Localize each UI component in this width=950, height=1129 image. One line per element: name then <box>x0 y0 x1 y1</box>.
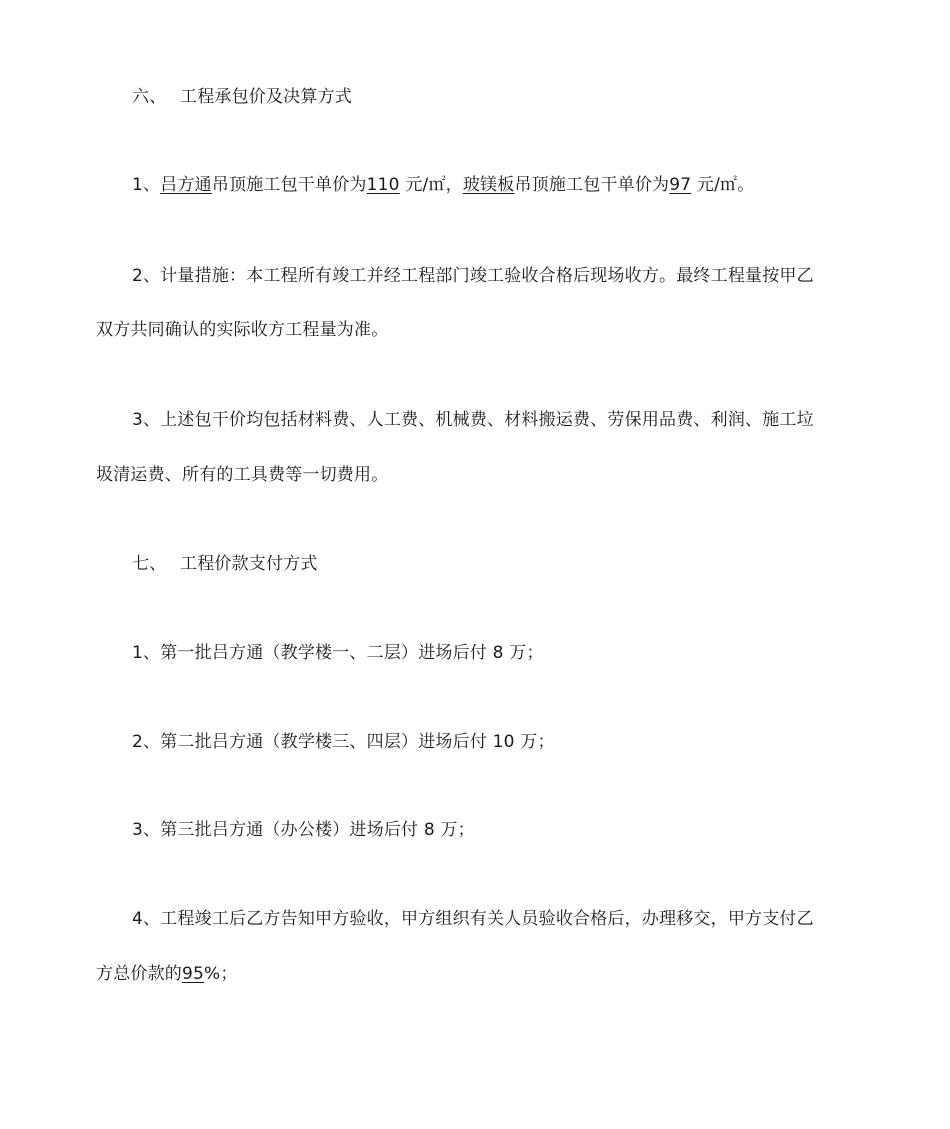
percent-value: 95 <box>182 964 205 984</box>
price-value-1: 110 <box>366 175 400 195</box>
section-7-item-3: 3、第三批吕方通（办公楼）进场后付 8 万； <box>132 820 475 840</box>
price-unit-1: 元/㎡， <box>405 175 463 195</box>
section-6-item-1 <box>132 173 754 197</box>
item-text: 方总价款的 <box>96 964 182 984</box>
price-unit-2: 元/㎡。 <box>696 175 755 195</box>
section-7-item-4-line-2 <box>96 962 238 986</box>
item-text: %； <box>204 964 238 984</box>
section-6-heading <box>132 85 352 109</box>
section-6-number: 六、 <box>132 87 167 107</box>
section-6-item-3-line-2: 圾清运费、所有的工具费等一切费用。 <box>96 465 389 485</box>
section-7-title: 工程价款支付方式 <box>180 554 318 574</box>
section-6-item-3-line-1: 3、上述包干价均包括材料费、人工费、机械费、材料搬运费、劳保用品费、利润、施工垃 <box>132 410 814 430</box>
section-6-item-2-line-1: 2、计量措施：本工程所有竣工并经工程部门竣工验收合格后现场收方。最终工程量按甲乙 <box>132 266 814 286</box>
material-name-2: 玻镁板 <box>462 175 515 195</box>
section-6-title: 工程承包价及决算方式 <box>180 87 352 107</box>
section-7-item-4-line-1: 4、工程竣工后乙方告知甲方验收，甲方组织有关人员验收合格后，办理移交，甲方支付乙 <box>132 909 814 929</box>
section-6-item-2-line-2: 双方共同确认的实际收方工程量为准。 <box>96 320 389 340</box>
item-text: 吊顶施工包干单价为 <box>514 175 670 195</box>
section-7-heading <box>132 552 318 576</box>
price-value-2: 97 <box>669 175 692 195</box>
item-prefix: 1、 <box>132 175 161 195</box>
section-7-item-1: 1、第一批吕方通（教学楼一、二层）进场后付 8 万； <box>132 643 544 663</box>
item-text: 吊顶施工包干单价为 <box>211 175 367 195</box>
section-7-number: 七、 <box>132 554 167 574</box>
material-name-1: 吕方通 <box>160 175 212 195</box>
section-7-item-2: 2、第二批吕方通（教学楼三、四层）进场后付 10 万； <box>132 732 555 752</box>
